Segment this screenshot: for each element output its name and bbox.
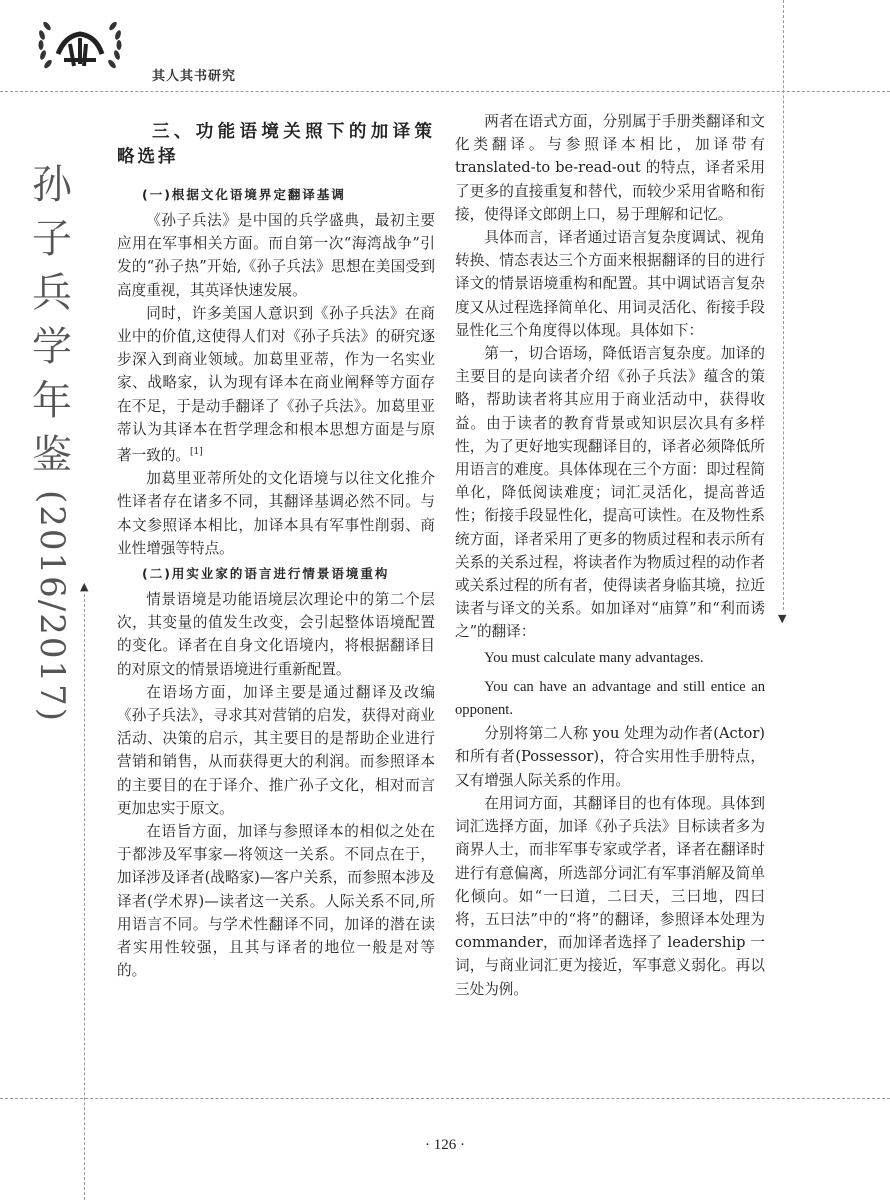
section-title: 三、功能语境关照下的加译策略选择: [117, 122, 435, 167]
left-marker-arrow: ▲: [80, 580, 89, 593]
english-example-2: You can have an advantage and still entice an opponent.: [455, 678, 765, 719]
side-title-char: 鉴: [32, 432, 72, 478]
page-number: · 126 ·: [425, 1137, 465, 1153]
subsection-heading-1: (一)根据文化语境界定翻译基调: [142, 187, 346, 202]
side-title-char: 子: [32, 216, 72, 262]
bottom-dashed-rule: [0, 1098, 890, 1099]
right-column: [455, 110, 765, 1001]
citation-marker: [1]: [189, 447, 203, 458]
left-column: [117, 120, 435, 982]
paragraph: 第一，切合语场，降低语言复杂度。加译的主要目的是向读者介绍《孙子兵法》蕴含的策略，帮助读者将其应用于商业活动中，获得收益。由于读者的教育背景或知识层次具有多样性，为了更好地实现翻译目的，译者必须降低所用语言的难度。具体体现在三个方面：即过程简单化，降低阅读难度；词汇灵活化，提高普适性；衔接手段显性化，提高可读性。在及物性系统方面，译者采用了更多的物质过程和表示所有关系的关系过程，将读者作为物质过程的动作者或关系过程的所有者，使得读者身临其境，拉近读者与译文的关系。如加译对“庙算”和“利而诱之”的翻译：: [455, 345, 765, 641]
paragraph-text: 同时，许多美国人意识到《孙子兵法》在商业中的价值,这使得人们对《孙子兵法》的研究逐步深入到商业领域。加葛里亚蒂，作为一名实业家、战略家，认为现有译本在商业阐释等方面存在不足，于是动手翻译了《孙子兵法》。加葛里亚蒂认为其译本在哲学理念和根本思想方面是与原著一致的。: [117, 304, 435, 464]
right-marker-arrow: ▼: [778, 612, 787, 625]
side-title-char: 兵: [32, 270, 72, 316]
paragraph: 两者在语式方面，分别属于手册类翻译和文化类翻译。与参照译本相比，加译带有 translated-to be-read-out 的特点，译者采用了更多的直接重复和替代，而较少采用省略和衔接，使得译文郎朗上口，易于理解和记忆。: [455, 113, 765, 223]
paragraph: 《孙子兵法》是中国的兵学盛典，最初主要应用在军事相关方面。而自第一次“海湾战争”引发的“孙子热”开始,《孙子兵法》思想在美国受到高度重视，其英译快速发展。: [117, 212, 435, 299]
left-dashed-guide: [84, 594, 85, 1200]
right-dashed-guide: [783, 0, 784, 610]
paragraph: 具体而言，译者通过语言复杂度调试、视角转换、情态表达三个方面来根据翻译的目的进行译文的情景语境重构和配置。其中调试语言复杂度又从过程选择简单化、用词灵活化、衔接手段显性化三个角度得以体现。具体如下：: [455, 229, 765, 339]
side-title-year: (2016/2017): [32, 490, 72, 724]
side-title-char: 年: [32, 378, 72, 424]
subsection-heading-2: (二)用实业家的语言进行情景语境重构: [142, 565, 390, 581]
top-dashed-rule: [0, 91, 890, 92]
side-title: [22, 158, 82, 723]
paragraph: 加葛里亚蒂所处的文化语境与以往文化推介性译者存在诸多不同，其翻译基调必然不同。与本文参照译本相比，加译本具有军事性削弱、商业性增强等特点。: [117, 470, 435, 557]
side-title-char: 学: [32, 324, 72, 370]
side-title-char: 孙: [32, 162, 72, 208]
paragraph: [117, 302, 435, 467]
paragraph: 在语旨方面，加译与参照译本的相似之处在于都涉及军事家—将领这一关系。不同点在于，加译涉及译者(战略家)—客户关系，而参照本涉及译者(学术界)—读者这一关系。人际关系不同,所用语言不同。与学术性翻译不同，加译的潜在读者实用性较强，且其与译者的地位一般是对等的。: [117, 822, 435, 980]
english-example-1: You must calculate many advantages.: [484, 649, 704, 666]
paragraph: 在用词方面，其翻译目的也有体现。具体到词汇选择方面，加译《孙子兵法》目标读者多为商界人士，而非军事专家或学者，译者在翻译时进行有意偏离，所选部分词汇有军事消解及简单化倾向。如“一曰道，二曰天，三曰地，四曰将，五曰法”中的“将”的翻译，参照译本处理为 commander，而加译者选择了 leadership 一词，与商业词汇更为接近，军事意义弱化。再以三处为例。: [455, 794, 765, 998]
paragraph: 在语场方面，加译主要是通过翻译及改编《孙子兵法》，寻求其对营销的启发，获得对商业活动、决策的启示，其主要目的是帮助企业进行营销和销售，从而获得更大的利润。而参照译本的主要目的在于译介、推广孙子文化，相对而言更加忠实于原文。: [117, 683, 435, 817]
journal-emblem-icon: [30, 14, 130, 78]
paragraph: 分别将第二人称 you 处理为动作者(Actor)和所有者(Possessor)，符合实用性手册特点，又有增强人际关系的作用。: [455, 725, 765, 789]
running-head: 其人其书研究: [152, 69, 237, 84]
paragraph: 情景语境是功能语境层次理论中的第二个层次，其变量的值发生改变，会引起整体语境配置的变化。译者在自身文化语境内，将根据翻译目的对原文的情景语境进行重新配置。: [117, 590, 435, 678]
